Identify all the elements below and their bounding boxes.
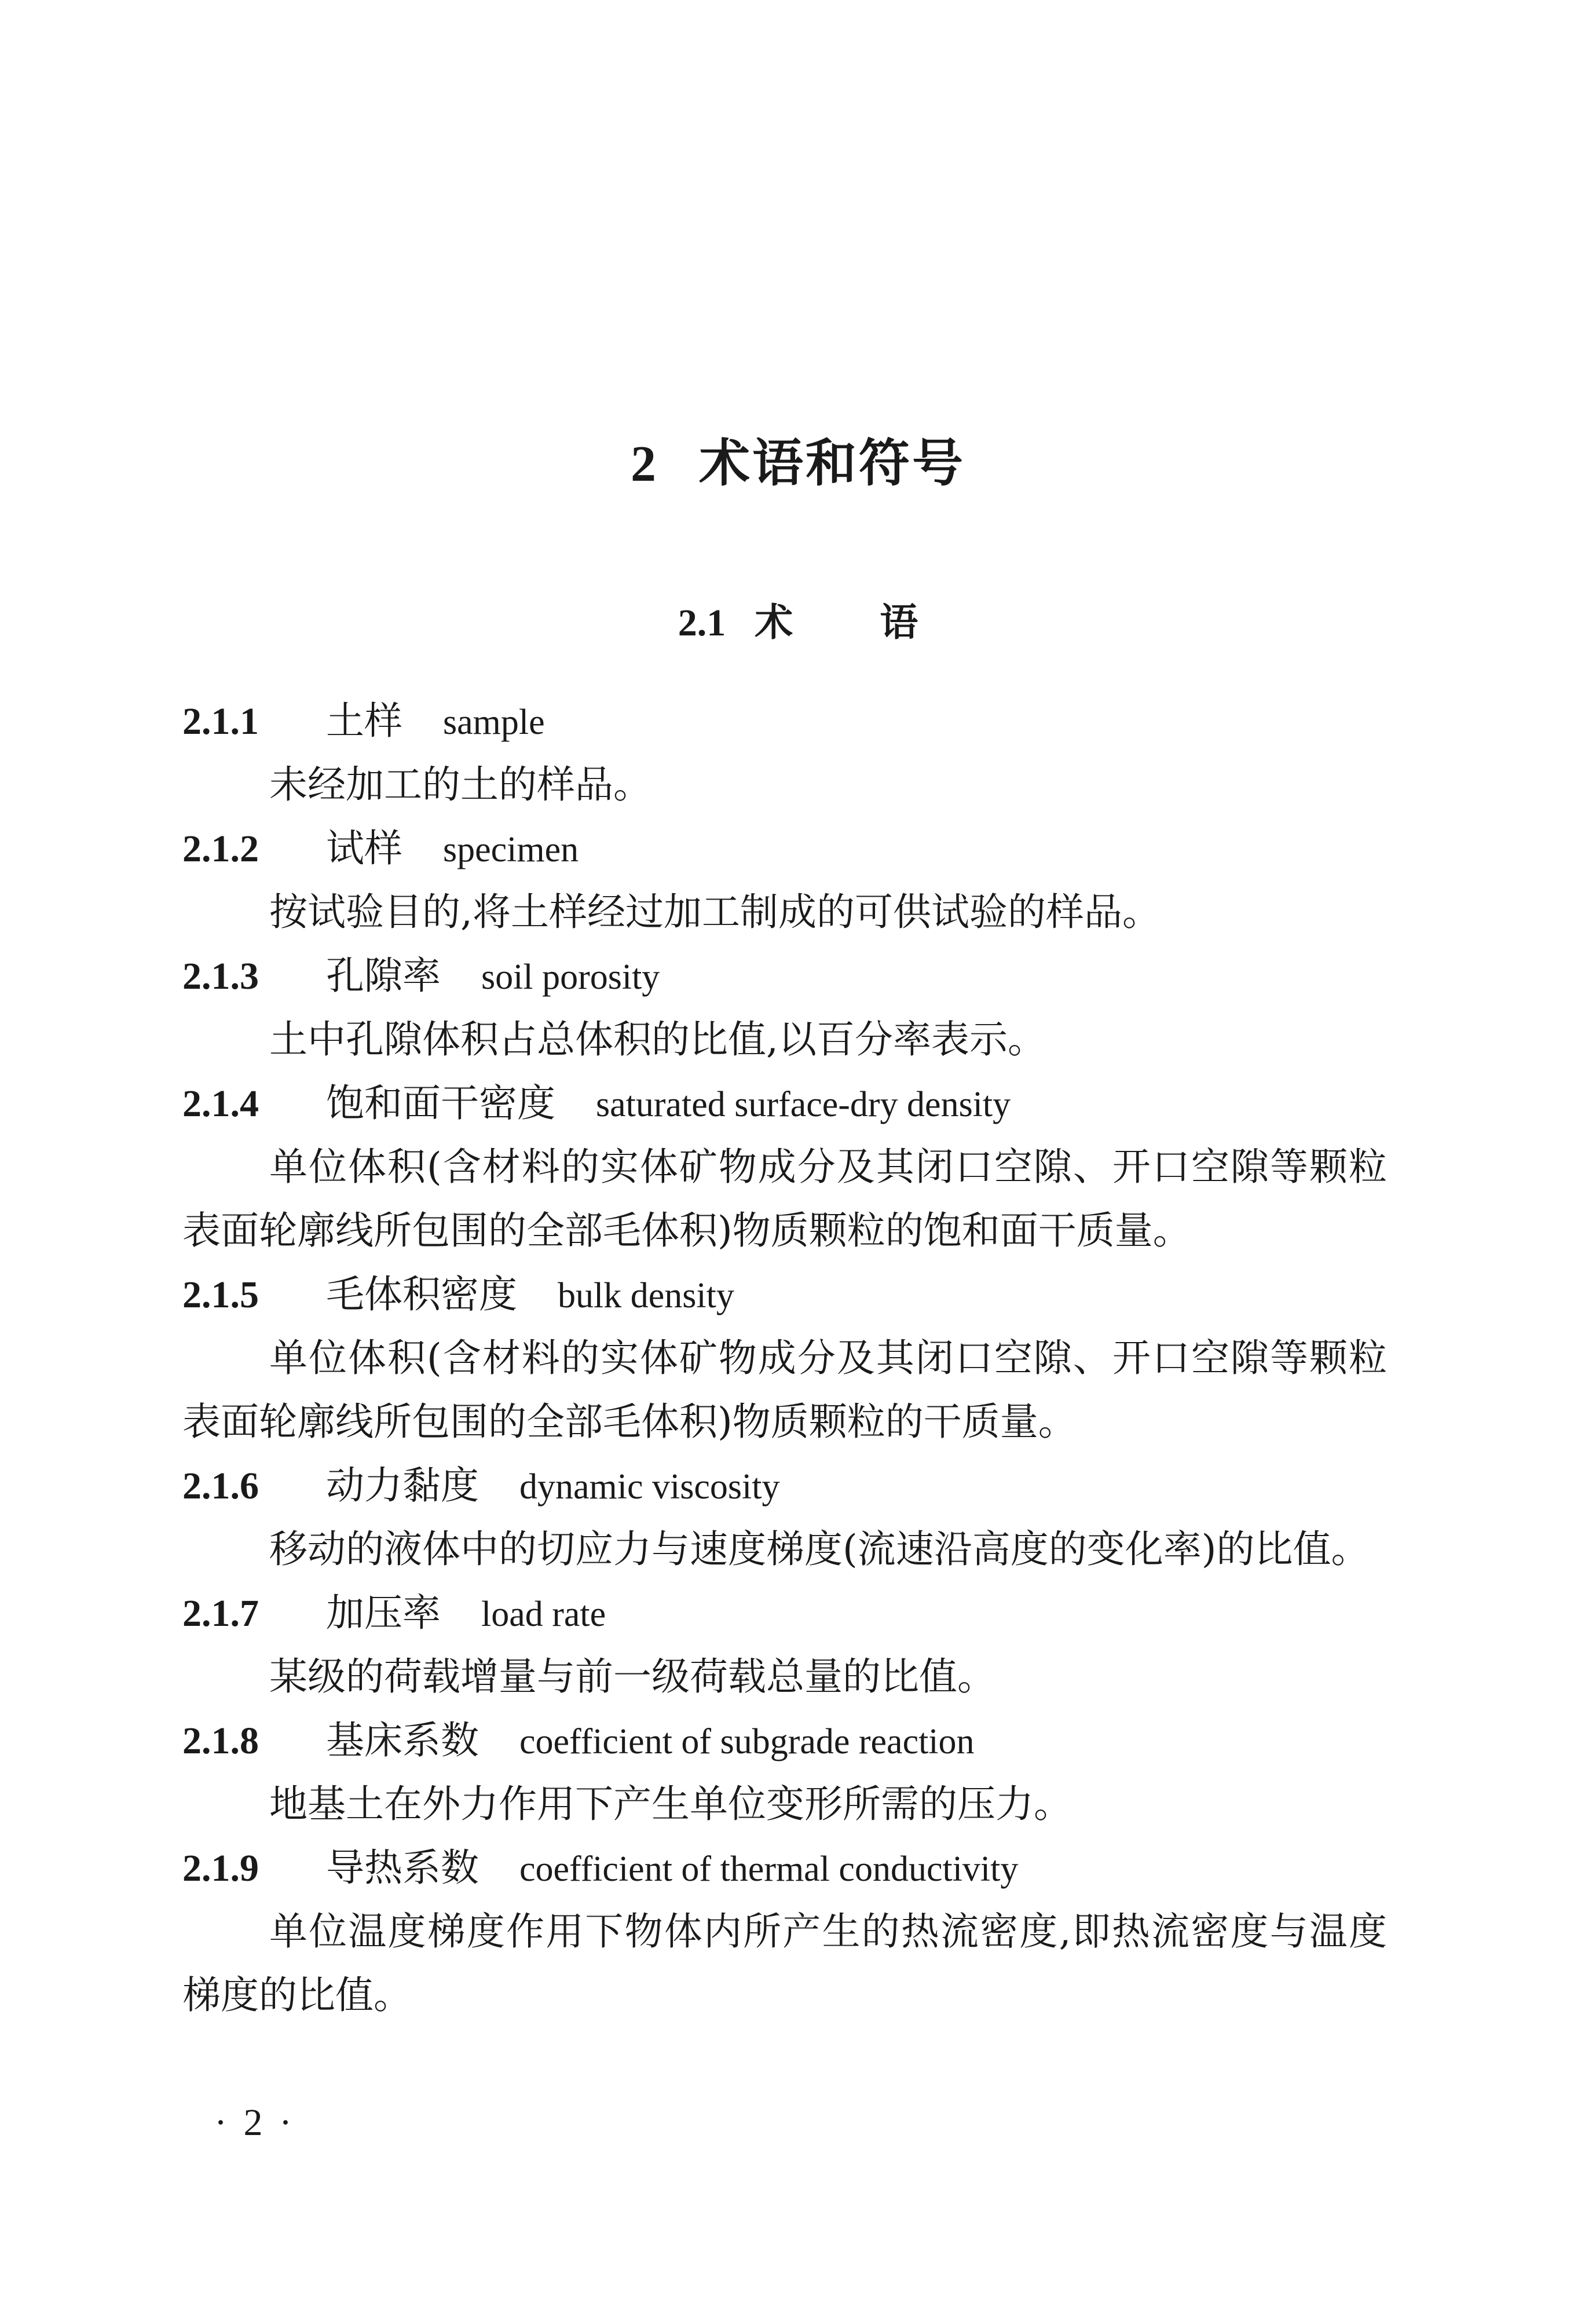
term-chinese: 基床系数 [326,1718,479,1763]
term-heading [182,1263,1387,1326]
term-chinese: 饱和面干密度 [326,1081,555,1125]
term-chinese: 土样 [326,699,402,743]
term-heading [182,1836,1387,1900]
term-entry [182,944,1387,1072]
term-heading [182,1709,1387,1772]
term-chinese: 导热系数 [326,1845,479,1890]
term-english: sample [443,703,545,742]
term-definition: 单位体积(含材料的实体矿物成分及其闭口空隙、开口空隙等颗粒表面轮廓线所包围的全部毛体积)物质颗粒的干质量。 [182,1336,1387,1444]
page-number: · 2 · [214,2101,295,2144]
term-heading [182,1072,1387,1135]
term-definition: 土中孔隙体积占总体积的比值,以百分率表示。 [269,1017,1046,1062]
term-list [182,689,1387,2027]
term-english: dynamic viscosity [519,1467,780,1507]
term-english: soil porosity [481,957,660,997]
chapter-number: 2 [630,436,658,492]
term-number: 2.1.6 [182,1465,259,1507]
term-entry [182,1454,1387,1581]
term-entry [182,1581,1387,1709]
term-heading [182,1454,1387,1518]
term-heading [182,689,1387,753]
term-definition: 单位温度梯度作用下物体内所产生的热流密度,即热流密度与温度梯度的比值。 [182,1909,1387,2017]
term-number: 2.1.3 [182,955,259,997]
term-heading [182,944,1387,1008]
term-chinese: 加压率 [326,1591,441,1635]
term-entry [182,1836,1387,2027]
term-chinese: 毛体积密度 [326,1272,517,1317]
term-number: 2.1.5 [182,1274,259,1316]
chapter-title-text: 术语和符号 [698,433,965,493]
term-definition: 移动的液体中的切应力与速度梯度(流速沿高度的变化率)的比值。 [269,1527,1370,1571]
term-entry [182,1709,1387,1836]
term-english: bulk density [558,1276,734,1315]
term-number: 2.1.1 [182,700,259,743]
term-entry [182,817,1387,944]
chapter-title [0,429,1596,499]
term-definition: 未经加工的土的样品。 [269,762,651,807]
term-english: specimen [443,830,579,869]
term-number: 2.1.9 [182,1847,259,1889]
term-number: 2.1.4 [182,1083,259,1125]
section-number: 2.1 [678,602,726,644]
term-definition: 地基土在外力作用下产生单位变形所需的压力。 [269,1782,1072,1826]
section-title [0,594,1596,652]
term-english: saturated surface-dry density [596,1085,1011,1124]
term-definition: 单位体积(含材料的实体矿物成分及其闭口空隙、开口空隙等颗粒表面轮廓线所包围的全部毛体积)物质颗粒的饱和面干质量。 [182,1145,1387,1253]
term-english: coefficient of subgrade reaction [519,1722,975,1761]
term-number: 2.1.2 [182,828,259,870]
term-chinese: 试样 [326,826,402,871]
term-chinese: 孔隙率 [326,953,441,998]
term-number: 2.1.7 [182,1592,259,1635]
term-english: coefficient of thermal conductivity [519,1849,1019,1889]
term-english: load rate [481,1595,606,1634]
section-title-part1: 术 [755,600,793,645]
term-definition: 某级的荷载增量与前一级荷载总量的比值。 [269,1654,995,1699]
term-definition: 按试验目的,将土样经过加工制成的可供试验的样品。 [269,890,1161,934]
term-heading [182,1581,1387,1645]
term-chinese: 动力黏度 [326,1463,479,1508]
section-title-part2: 语 [880,600,918,645]
term-entry [182,689,1387,817]
term-entry [182,1072,1387,1263]
term-number: 2.1.8 [182,1720,259,1762]
term-heading [182,817,1387,880]
term-entry [182,1263,1387,1454]
